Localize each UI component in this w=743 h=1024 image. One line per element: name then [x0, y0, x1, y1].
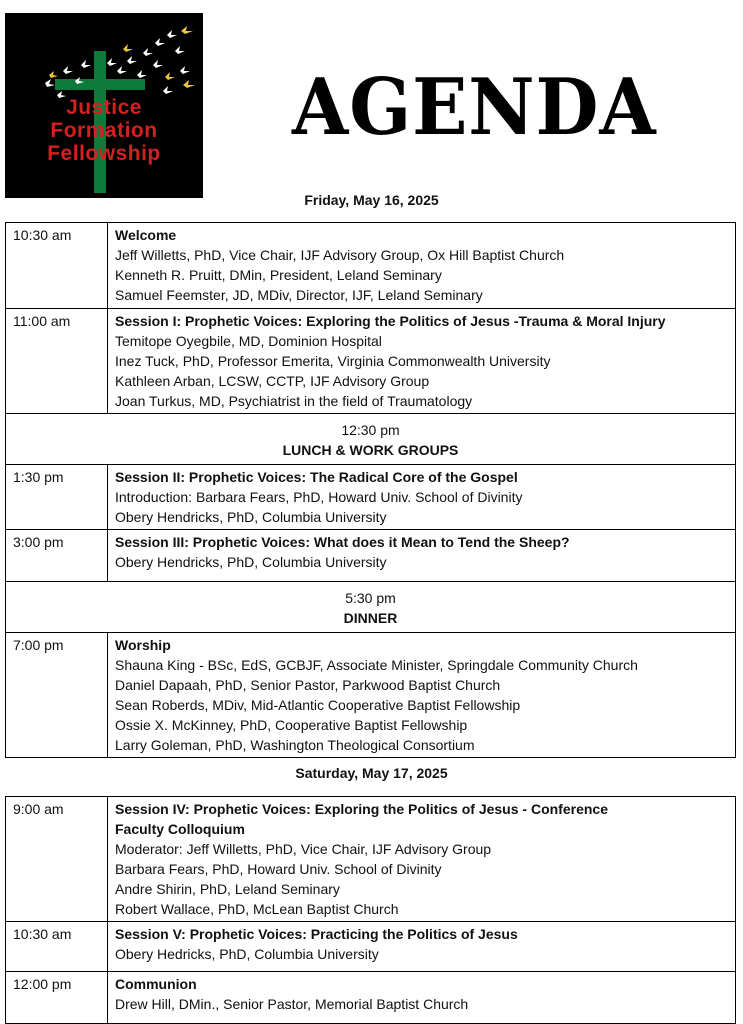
table-row: [6, 223, 736, 309]
details-cell: [108, 223, 736, 309]
break-label: DINNER: [343, 610, 398, 626]
speaker-line: Kenneth R. Pruitt, DMin, President, Leland Seminary: [115, 267, 442, 283]
break-label: LUNCH & WORK GROUPS: [282, 442, 459, 458]
speaker-line: Joan Turkus, MD, Psychiatrist in the field of Traumatology: [115, 393, 473, 409]
session-heading: Session I: Prophetic Voices: Exploring the Politics of Jesus -Trauma & Moral Injury: [115, 313, 666, 329]
details-cell: [108, 309, 736, 414]
details-cell: [108, 530, 736, 582]
session-heading: Communion: [115, 976, 197, 992]
table-row: [6, 797, 736, 922]
speaker-line: Obery Hedricks, PhD, Columbia University: [115, 946, 379, 962]
saturday-agenda-table: [5, 796, 736, 1024]
time-cell: 10:30 am: [6, 922, 108, 972]
time-cell: 9:00 am: [6, 797, 108, 922]
break-time: 5:30 pm: [345, 590, 396, 606]
speaker-line: Inez Tuck, PhD, Professor Emerita, Virginia Commonwealth University: [115, 353, 551, 369]
speaker-line: Robert Wallace, PhD, McLean Baptist Church: [115, 901, 399, 917]
justice-formation-fellowship-logo: [5, 13, 203, 198]
session-heading: Welcome: [115, 227, 177, 243]
break-cell: [6, 582, 736, 633]
session-heading: Worship: [115, 637, 171, 653]
speaker-line: Daniel Dapaah, PhD, Senior Pastor, Parkwood Baptist Church: [115, 677, 501, 693]
details-cell: [108, 633, 736, 758]
table-row: [6, 922, 736, 972]
table-row: [6, 530, 736, 582]
speaker-line: Temitope Oyegbile, MD, Dominion Hospital: [115, 333, 382, 349]
logo-line-1: Justice: [66, 96, 142, 119]
details-cell: [108, 465, 736, 530]
time-cell: 3:00 pm: [6, 530, 108, 582]
time-cell: 7:00 pm: [6, 633, 108, 758]
table-row: [6, 414, 736, 465]
page-title: AGENDA: [292, 62, 657, 153]
speaker-line: Shauna King - BSc, EdS, GCBJF, Associate Minister, Springdale Community Church: [115, 657, 638, 673]
details-cell: [108, 922, 736, 972]
speaker-line: Obery Hendricks, PhD, Columbia University: [115, 509, 387, 525]
speaker-line: Samuel Feemster, JD, MDiv, Director, IJF, Leland Seminary: [115, 287, 483, 303]
table-row: [6, 633, 736, 758]
speaker-line: Ossie X. McKinney, PhD, Cooperative Baptist Fellowship: [115, 717, 468, 733]
session-heading: Session III: Prophetic Voices: What does it Mean to Tend the Sheep?: [115, 534, 570, 550]
time-cell: 1:30 pm: [6, 465, 108, 530]
speaker-line: Introduction: Barbara Fears, PhD, Howard Univ. School of Divinity: [115, 489, 523, 505]
break-time: 12:30 pm: [341, 422, 400, 438]
session-heading: Session V: Prophetic Voices: Practicing the Politics of Jesus: [115, 926, 518, 942]
time-cell: 10:30 am: [6, 223, 108, 309]
time-cell: 12:00 pm: [6, 972, 108, 1024]
time-cell: 11:00 am: [6, 309, 108, 414]
logo-line-3: Fellowship: [47, 142, 161, 165]
session-heading: Session IV: Prophetic Voices: Exploring the Politics of Jesus - Conference: [115, 801, 608, 817]
speaker-line: Moderator: Jeff Willetts, PhD, Vice Chair, IJF Advisory Group: [115, 841, 492, 857]
friday-agenda-table: [5, 222, 736, 758]
day-heading-friday: Friday, May 16, 2025: [304, 192, 439, 208]
speaker-line: Sean Roberds, MDiv, Mid-Atlantic Cooperative Baptist Fellowship: [115, 697, 521, 713]
speaker-line: Obery Hendricks, PhD, Columbia University: [115, 554, 387, 570]
details-cell: [108, 972, 736, 1024]
table-row: [6, 465, 736, 530]
table-row: [6, 582, 736, 633]
table-row: [6, 972, 736, 1024]
speaker-line: Andre Shirin, PhD, Leland Seminary: [115, 881, 340, 897]
logo-line-2: Formation: [50, 119, 158, 142]
session-heading: Session II: Prophetic Voices: The Radical Core of the Gospel: [115, 469, 518, 485]
break-cell: [6, 414, 736, 465]
session-heading-continued: Faculty Colloquium: [115, 821, 245, 837]
speaker-line: Barbara Fears, PhD, Howard Univ. School of Divinity: [115, 861, 442, 877]
speaker-line: Larry Goleman, PhD, Washington Theological Consortium: [115, 737, 475, 753]
speaker-line: Kathleen Arban, LCSW, CCTP, IJF Advisory Group: [115, 373, 430, 389]
table-row: [6, 309, 736, 414]
day-heading-saturday: Saturday, May 17, 2025: [295, 765, 448, 781]
speaker-line: Jeff Willetts, PhD, Vice Chair, IJF Advisory Group, Ox Hill Baptist Church: [115, 247, 565, 263]
speaker-line: Drew Hill, DMin., Senior Pastor, Memorial Baptist Church: [115, 996, 469, 1012]
details-cell: [108, 797, 736, 922]
